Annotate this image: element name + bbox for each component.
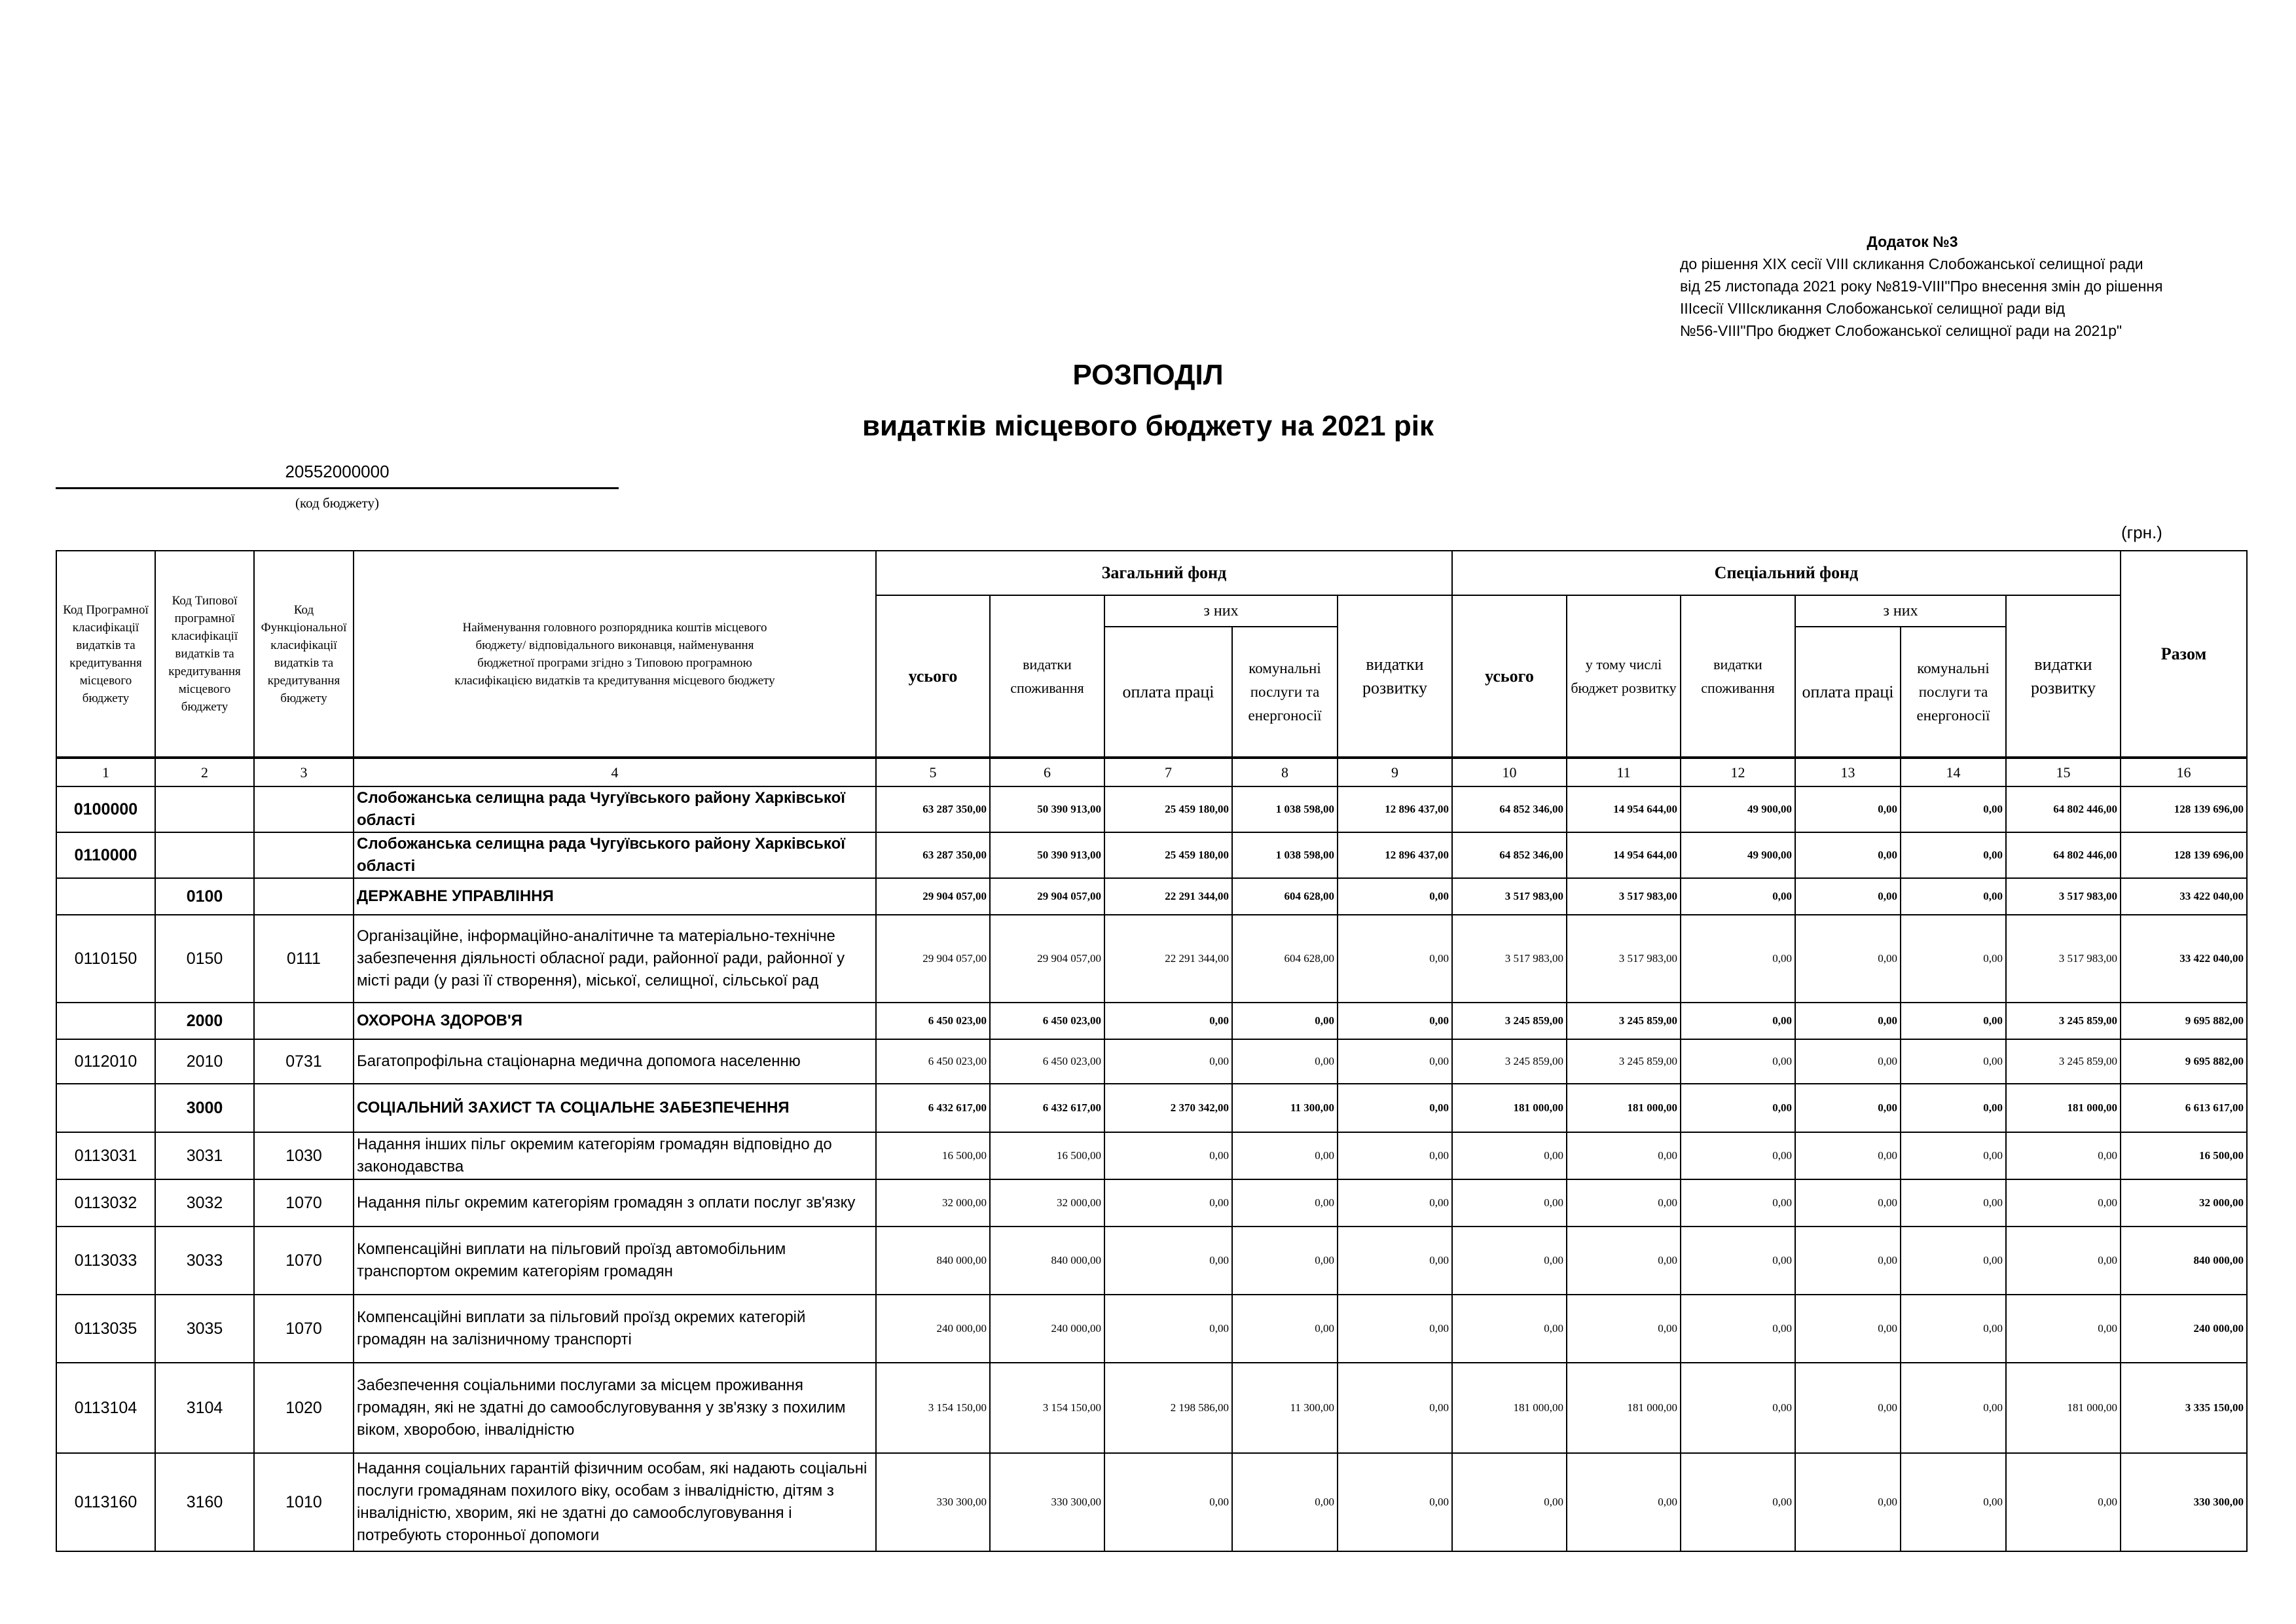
amount-cell: 0,00 (1104, 1039, 1232, 1084)
amount-cell: 0,00 (1901, 878, 2006, 915)
program-name-cell: Надання інших пільг окремим категоріям громадян відповідно до законодавства (354, 1132, 876, 1179)
column-number: 1 (56, 758, 155, 786)
typical-code-cell: 3035 (155, 1295, 254, 1363)
amount-cell: 0,00 (1681, 1453, 1795, 1551)
program-name-cell: ДЕРЖАВНЕ УПРАВЛІННЯ (354, 878, 876, 915)
amount-cell: 181 000,00 (2006, 1363, 2121, 1453)
budget-row (56, 1003, 2247, 1039)
amount-cell: 25 459 180,00 (1104, 832, 1232, 878)
document-title: РОЗПОДІЛ (1072, 359, 1224, 391)
amount-cell: 330 300,00 (876, 1453, 990, 1551)
program-code-cell: 0113104 (56, 1363, 155, 1453)
amount-cell: 0,00 (1901, 1179, 2006, 1227)
addendum-line: №56-VIII"Про бюджет Слобожанської селищної ради на 2021р" (1680, 322, 2123, 339)
amount-cell: 29 904 057,00 (990, 878, 1104, 915)
amount-cell: 0,00 (1795, 1039, 1901, 1084)
amount-cell: 29 904 057,00 (876, 915, 990, 1003)
amount-cell: 0,00 (1338, 1179, 1452, 1227)
program-name-cell: Слобожанська селищна рада Чугуївського району Харківської області (354, 786, 876, 832)
amount-cell: 0,00 (1681, 878, 1795, 915)
typical-code-cell: 2010 (155, 1039, 254, 1084)
program-code-cell: 0110000 (56, 832, 155, 878)
amount-cell: 32 000,00 (2121, 1179, 2247, 1227)
amount-cell: 0,00 (1795, 1003, 1901, 1039)
header-special-development: видатки розвитку (2006, 595, 2121, 758)
amount-cell: 3 517 983,00 (1452, 915, 1567, 1003)
amount-cell: 181 000,00 (1567, 1363, 1681, 1453)
typical-code-cell (155, 786, 254, 832)
amount-cell: 0,00 (2006, 1179, 2121, 1227)
budget-row (56, 915, 2247, 1003)
document-subtitle: видатків місцевого бюджету на 2021 рік (862, 410, 1434, 442)
amount-cell: 0,00 (1681, 1132, 1795, 1179)
typical-code-cell: 3000 (155, 1084, 254, 1132)
typical-code-cell: 0150 (155, 915, 254, 1003)
column-number-row (56, 758, 2247, 786)
budget-row (56, 1227, 2247, 1295)
amount-cell: 840 000,00 (2121, 1227, 2247, 1295)
column-number: 14 (1901, 758, 2006, 786)
budget-row (56, 786, 2247, 832)
amount-cell: 840 000,00 (990, 1227, 1104, 1295)
amount-cell: 25 459 180,00 (1104, 786, 1232, 832)
amount-cell: 3 245 859,00 (1567, 1039, 1681, 1084)
amount-cell: 0,00 (1104, 1295, 1232, 1363)
typical-code-cell: 3160 (155, 1453, 254, 1551)
amount-cell: 0,00 (1795, 786, 1901, 832)
program-name-cell: Слобожанська селищна рада Чугуївського району Харківської області (354, 832, 876, 878)
column-number: 4 (354, 758, 876, 786)
amount-cell: 0,00 (1795, 1363, 1901, 1453)
column-number: 9 (1338, 758, 1452, 786)
amount-cell: 240 000,00 (990, 1295, 1104, 1363)
header-special-wages: оплата праці (1795, 627, 1901, 758)
amount-cell: 0,00 (1232, 1295, 1338, 1363)
functional-code-cell: 1020 (254, 1363, 354, 1453)
amount-cell: 16 500,00 (2121, 1132, 2247, 1179)
program-name-cell: Багатопрофільна стаціонарна медична допомога населенню (354, 1039, 876, 1084)
functional-code-cell: 1010 (254, 1453, 354, 1551)
budget-row (56, 1295, 2247, 1363)
program-code-cell: 0112010 (56, 1039, 155, 1084)
amount-cell: 330 300,00 (990, 1453, 1104, 1551)
amount-cell: 0,00 (1338, 1039, 1452, 1084)
amount-cell: 3 335 150,00 (2121, 1363, 2247, 1453)
amount-cell: 0,00 (1452, 1179, 1567, 1227)
functional-code-cell: 0111 (254, 915, 354, 1003)
amount-cell: 0,00 (1567, 1295, 1681, 1363)
budget-row (56, 832, 2247, 878)
header-general-of-them: з них (1104, 595, 1338, 627)
column-number: 8 (1232, 758, 1338, 786)
amount-cell: 29 904 057,00 (876, 878, 990, 915)
column-number: 10 (1452, 758, 1567, 786)
amount-cell: 14 954 644,00 (1567, 832, 1681, 878)
amount-cell: 0,00 (1232, 1039, 1338, 1084)
amount-cell: 2 198 586,00 (1104, 1363, 1232, 1453)
amount-cell: 0,00 (1901, 1003, 2006, 1039)
program-name-cell: Надання пільг окремим категоріям громадян з оплати послуг зв'язку (354, 1179, 876, 1227)
budget-table (56, 550, 2248, 1552)
program-code-cell (56, 878, 155, 915)
amount-cell: 22 291 344,00 (1104, 878, 1232, 915)
header-special-utilities: комунальні послуги та енергоносії (1901, 627, 2006, 758)
amount-cell: 3 154 150,00 (876, 1363, 990, 1453)
functional-code-cell: 1070 (254, 1227, 354, 1295)
amount-cell: 0,00 (2006, 1132, 2121, 1179)
amount-cell: 0,00 (1795, 1227, 1901, 1295)
budget-row (56, 1132, 2247, 1179)
amount-cell: 6 450 023,00 (876, 1003, 990, 1039)
amount-cell: 2 370 342,00 (1104, 1084, 1232, 1132)
header-name: Найменування головного розпорядника коштів місцевого бюджету/ відповідального виконавця, найменування бюджетної програми згідно з Типовою програмною класифікацією видатків та кредитування місцевого бюджету (354, 551, 876, 758)
header-general-total: усього (876, 595, 990, 758)
amount-cell: 0,00 (1681, 1084, 1795, 1132)
amount-cell: 33 422 040,00 (2121, 915, 2247, 1003)
program-name-cell: Забезпечення соціальними послугами за місцем проживання громадян, які не здатні до самообслуговування у зв'язку з похилим віком, хворобою, інвалідністю (354, 1363, 876, 1453)
amount-cell: 64 802 446,00 (2006, 832, 2121, 878)
amount-cell: 3 245 859,00 (2006, 1039, 2121, 1084)
amount-cell: 0,00 (1452, 1132, 1567, 1179)
header-general-development: видатки розвитку (1338, 595, 1452, 758)
amount-cell: 0,00 (1338, 1132, 1452, 1179)
amount-cell: 0,00 (1567, 1453, 1681, 1551)
amount-cell: 0,00 (2006, 1453, 2121, 1551)
header-grand-total: Разом (2121, 551, 2247, 758)
amount-cell: 0,00 (1795, 1084, 1901, 1132)
amount-cell: 6 613 617,00 (2121, 1084, 2247, 1132)
amount-cell: 0,00 (1901, 1132, 2006, 1179)
amount-cell: 49 900,00 (1681, 832, 1795, 878)
amount-cell: 0,00 (1795, 1295, 1901, 1363)
amount-cell: 0,00 (1901, 786, 2006, 832)
amount-cell: 0,00 (1795, 832, 1901, 878)
functional-code-cell: 0731 (254, 1039, 354, 1084)
amount-cell: 0,00 (2006, 1227, 2121, 1295)
column-number: 12 (1681, 758, 1795, 786)
amount-cell: 240 000,00 (876, 1295, 990, 1363)
amount-cell: 0,00 (1452, 1295, 1567, 1363)
amount-cell: 3 517 983,00 (1567, 915, 1681, 1003)
budget-code-caption: (код бюджету) (295, 495, 379, 511)
amount-cell: 604 628,00 (1232, 915, 1338, 1003)
budget-row (56, 1039, 2247, 1084)
amount-cell: 0,00 (1795, 878, 1901, 915)
program-code-cell: 0113160 (56, 1453, 155, 1551)
amount-cell: 63 287 350,00 (876, 832, 990, 878)
amount-cell: 0,00 (1681, 1295, 1795, 1363)
budget-table-body (56, 786, 2247, 1551)
amount-cell: 0,00 (1681, 1363, 1795, 1453)
amount-cell: 0,00 (1795, 1132, 1901, 1179)
budget-code: 20552000000 (285, 462, 390, 481)
amount-cell: 0,00 (1104, 1179, 1232, 1227)
column-number: 13 (1795, 758, 1901, 786)
program-code-cell: 0113031 (56, 1132, 155, 1179)
program-name-cell: СОЦІАЛЬНИЙ ЗАХИСТ ТА СОЦІАЛЬНЕ ЗАБЕЗПЕЧЕННЯ (354, 1084, 876, 1132)
amount-cell: 3 245 859,00 (1452, 1003, 1567, 1039)
header-special-of-them: з них (1795, 595, 2006, 627)
program-code-cell: 0113035 (56, 1295, 155, 1363)
functional-code-cell: 1070 (254, 1179, 354, 1227)
addendum-line: від 25 листопада 2021 року №819-VIII"Про внесення змін до рішення (1680, 278, 2163, 295)
amount-cell: 11 300,00 (1232, 1084, 1338, 1132)
amount-cell: 32 000,00 (876, 1179, 990, 1227)
amount-cell: 0,00 (1104, 1227, 1232, 1295)
amount-cell: 0,00 (1901, 1363, 2006, 1453)
addendum-line: до рішення XIX сесії VIII скликання Слобожанської селищної ради (1680, 255, 2143, 272)
amount-cell: 16 500,00 (990, 1132, 1104, 1179)
typical-code-cell: 0100 (155, 878, 254, 915)
amount-cell: 604 628,00 (1232, 878, 1338, 915)
amount-cell: 6 432 617,00 (876, 1084, 990, 1132)
amount-cell: 0,00 (1338, 1227, 1452, 1295)
amount-cell: 64 802 446,00 (2006, 786, 2121, 832)
amount-cell: 0,00 (1452, 1227, 1567, 1295)
amount-cell: 3 517 983,00 (2006, 878, 2121, 915)
functional-code-cell (254, 878, 354, 915)
amount-cell: 181 000,00 (1567, 1084, 1681, 1132)
amount-cell: 0,00 (1567, 1179, 1681, 1227)
header-special-total: усього (1452, 595, 1567, 758)
typical-code-cell: 3031 (155, 1132, 254, 1179)
amount-cell: 11 300,00 (1232, 1363, 1338, 1453)
amount-cell: 14 954 644,00 (1567, 786, 1681, 832)
amount-cell: 0,00 (1795, 1453, 1901, 1551)
functional-code-cell (254, 786, 354, 832)
amount-cell: 330 300,00 (2121, 1453, 2247, 1551)
header-functional-code: Код Функціональної класифікації видатків та кредитування бюджету (254, 551, 354, 758)
functional-code-cell (254, 1084, 354, 1132)
amount-cell: 3 245 859,00 (1567, 1003, 1681, 1039)
functional-code-cell (254, 832, 354, 878)
amount-cell: 0,00 (1901, 1227, 2006, 1295)
header-special-fund: Спеціальний фонд (1452, 551, 2121, 595)
header-special-incl-dev: у тому числі бюджет розвитку (1567, 595, 1681, 758)
amount-cell: 181 000,00 (1452, 1363, 1567, 1453)
amount-cell: 9 695 882,00 (2121, 1039, 2247, 1084)
header-general-fund: Загальний фонд (876, 551, 1452, 595)
program-name-cell: Компенсаційні виплати на пільговий проїзд автомобільним транспортом окремим категоріям громадян (354, 1227, 876, 1295)
amount-cell: 0,00 (1452, 1453, 1567, 1551)
amount-cell: 0,00 (1795, 915, 1901, 1003)
amount-cell: 9 695 882,00 (2121, 1003, 2247, 1039)
addendum-block (1680, 231, 2269, 342)
column-number: 15 (2006, 758, 2121, 786)
header-typical-code: Код Типової програмної класифікації видатків та кредитування місцевого бюджету (155, 551, 254, 758)
amount-cell: 0,00 (1232, 1179, 1338, 1227)
amount-cell: 0,00 (1795, 1179, 1901, 1227)
column-number: 5 (876, 758, 990, 786)
amount-cell: 3 517 983,00 (1452, 878, 1567, 915)
amount-cell: 0,00 (1104, 1003, 1232, 1039)
amount-cell: 50 390 913,00 (990, 832, 1104, 878)
amount-cell: 50 390 913,00 (990, 786, 1104, 832)
amount-cell: 0,00 (1338, 878, 1452, 915)
column-number: 7 (1104, 758, 1232, 786)
amount-cell: 64 852 346,00 (1452, 832, 1567, 878)
amount-cell: 1 038 598,00 (1232, 786, 1338, 832)
program-code-cell: 0113033 (56, 1227, 155, 1295)
amount-cell: 12 896 437,00 (1338, 832, 1452, 878)
amount-cell: 1 038 598,00 (1232, 832, 1338, 878)
amount-cell: 840 000,00 (876, 1227, 990, 1295)
amount-cell: 63 287 350,00 (876, 786, 990, 832)
amount-cell: 33 422 040,00 (2121, 878, 2247, 915)
program-code-cell (56, 1003, 155, 1039)
budget-code-underline (56, 487, 619, 489)
amount-cell: 12 896 437,00 (1338, 786, 1452, 832)
amount-cell: 3 517 983,00 (2006, 915, 2121, 1003)
amount-cell: 3 517 983,00 (1567, 878, 1681, 915)
program-code-cell (56, 1084, 155, 1132)
program-name-cell: ОХОРОНА ЗДОРОВ'Я (354, 1003, 876, 1039)
header-program-code: Код Програмної класифікації видатків та кредитування місцевого бюджету (56, 551, 155, 758)
column-number: 6 (990, 758, 1104, 786)
program-name-cell: Компенсаційні виплати за пільговий проїзд окремих категорій громадян на залізничному транспорті (354, 1295, 876, 1363)
amount-cell: 0,00 (1567, 1132, 1681, 1179)
amount-cell: 16 500,00 (876, 1132, 990, 1179)
functional-code-cell: 1070 (254, 1295, 354, 1363)
amount-cell: 6 450 023,00 (990, 1003, 1104, 1039)
amount-cell: 0,00 (1104, 1132, 1232, 1179)
program-name-cell: Надання соціальних гарантій фізичним особам, які надають соціальні послуги громадянам похилого віку, особам з інвалідністю, дітям з інвалідністю, хворим, які не здатні до самообслуговування і потребують сторонньої допомоги (354, 1453, 876, 1551)
header-general-utilities: комунальні послуги та енергоносії (1232, 627, 1338, 758)
amount-cell: 0,00 (1681, 1227, 1795, 1295)
amount-cell: 240 000,00 (2121, 1295, 2247, 1363)
typical-code-cell (155, 832, 254, 878)
budget-row (56, 878, 2247, 915)
amount-cell: 0,00 (1232, 1132, 1338, 1179)
amount-cell: 6 432 617,00 (990, 1084, 1104, 1132)
amount-cell: 6 450 023,00 (876, 1039, 990, 1084)
typical-code-cell: 3033 (155, 1227, 254, 1295)
amount-cell: 0,00 (1901, 915, 2006, 1003)
budget-row (56, 1084, 2247, 1132)
amount-cell: 29 904 057,00 (990, 915, 1104, 1003)
amount-cell: 22 291 344,00 (1104, 915, 1232, 1003)
amount-cell: 0,00 (1901, 1039, 2006, 1084)
column-number: 16 (2121, 758, 2247, 786)
amount-cell: 0,00 (1232, 1453, 1338, 1551)
functional-code-cell: 1030 (254, 1132, 354, 1179)
column-number: 3 (254, 758, 354, 786)
amount-cell: 0,00 (1338, 1084, 1452, 1132)
budget-row (56, 1363, 2247, 1453)
amount-cell: 0,00 (1901, 1084, 2006, 1132)
header-special-consumption: видатки споживання (1681, 595, 1795, 758)
amount-cell: 181 000,00 (1452, 1084, 1567, 1132)
amount-cell: 0,00 (1338, 1363, 1452, 1453)
amount-cell: 0,00 (1681, 915, 1795, 1003)
typical-code-cell: 3032 (155, 1179, 254, 1227)
amount-cell: 49 900,00 (1681, 786, 1795, 832)
program-name-cell: Організаційне, інформаційно-аналітичне та матеріально-технічне забезпечення діяльності обласної ради, районної ради, районної у місті ради (у разі її створення), міської, селищної, сільської рад (354, 915, 876, 1003)
amount-cell: 0,00 (1104, 1453, 1232, 1551)
amount-cell: 3 245 859,00 (2006, 1003, 2121, 1039)
amount-cell: 0,00 (1338, 1003, 1452, 1039)
budget-row (56, 1453, 2247, 1551)
addendum-line: IIIсесії VIIIскликання Слобожанської селищної ради від (1680, 300, 2066, 317)
amount-cell: 0,00 (1232, 1003, 1338, 1039)
amount-cell: 0,00 (2006, 1295, 2121, 1363)
amount-cell: 6 450 023,00 (990, 1039, 1104, 1084)
header-general-wages: оплата праці (1104, 627, 1232, 758)
amount-cell: 64 852 346,00 (1452, 786, 1567, 832)
amount-cell: 0,00 (1338, 915, 1452, 1003)
column-number: 11 (1567, 758, 1681, 786)
amount-cell: 0,00 (1901, 832, 2006, 878)
amount-cell: 3 154 150,00 (990, 1363, 1104, 1453)
addendum-heading: Додаток №3 (1867, 233, 1958, 250)
amount-cell: 0,00 (1681, 1039, 1795, 1084)
typical-code-cell: 2000 (155, 1003, 254, 1039)
amount-cell: 0,00 (1901, 1453, 2006, 1551)
amount-cell: 3 245 859,00 (1452, 1039, 1567, 1084)
amount-cell: 0,00 (1232, 1227, 1338, 1295)
amount-cell: 128 139 696,00 (2121, 832, 2247, 878)
program-code-cell: 0100000 (56, 786, 155, 832)
amount-cell: 0,00 (1681, 1179, 1795, 1227)
functional-code-cell (254, 1003, 354, 1039)
amount-cell: 0,00 (1901, 1295, 2006, 1363)
budget-row (56, 1179, 2247, 1227)
amount-cell: 0,00 (1338, 1453, 1452, 1551)
amount-cell: 32 000,00 (990, 1179, 1104, 1227)
amount-cell: 128 139 696,00 (2121, 786, 2247, 832)
typical-code-cell: 3104 (155, 1363, 254, 1453)
header-general-consumption: видатки споживання (990, 595, 1104, 758)
program-code-cell: 0110150 (56, 915, 155, 1003)
amount-cell: 0,00 (1338, 1295, 1452, 1363)
amount-cell: 0,00 (1567, 1227, 1681, 1295)
currency-unit: (грн.) (2121, 523, 2162, 542)
amount-cell: 0,00 (1681, 1003, 1795, 1039)
amount-cell: 181 000,00 (2006, 1084, 2121, 1132)
column-number: 2 (155, 758, 254, 786)
program-code-cell: 0113032 (56, 1179, 155, 1227)
